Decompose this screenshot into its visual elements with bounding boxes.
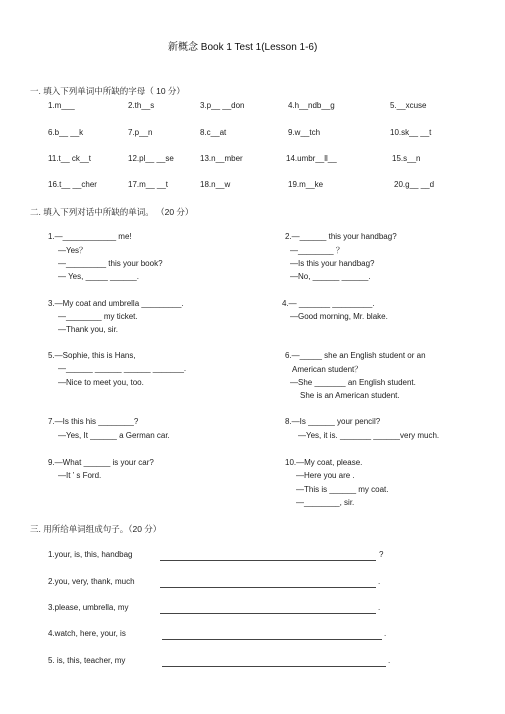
fill-letters-item: 19.m__ke (288, 180, 324, 189)
dialogue-line: 3.—My coat and umbrella _________. (48, 299, 184, 308)
dialogue-line: —Yes, It ______ a German car. (58, 431, 170, 440)
dialogue-line: —_________ this your book? (58, 259, 163, 268)
dialogue-line: —Yes？ (58, 246, 88, 255)
dialogue-line: —________, sir. (296, 498, 355, 507)
dialogue-line: —________ ？ (290, 246, 344, 255)
word-prompt: 2.you, very, thank, much (48, 577, 135, 586)
fill-letters-item: 5.__xcuse (390, 101, 427, 110)
dialogue-line: —Nice to meet you, too. (58, 378, 144, 387)
fill-letters-item: 12.pl__ __se (128, 154, 174, 163)
dialogue-line: 6.—_____ she an English student or an (285, 351, 426, 360)
dialogue-line: —Thank you, sir. (58, 325, 119, 334)
fill-letters-item: 8.c__at (200, 128, 227, 137)
answer-line[interactable] (162, 666, 386, 667)
dialogue-line: 1.—____________ me! (48, 232, 132, 241)
word-prompt: 5. is, this, teacher, my (48, 656, 126, 665)
dialogue-line: —Good morning, Mr. blake. (290, 312, 388, 321)
dialogue-line: 2.—______ this your handbag? (285, 232, 397, 241)
fill-letters-item: 16.t__ __cher (48, 180, 97, 189)
fill-letters-item: 14.umbr__ll__ (286, 154, 337, 163)
dialogue-line: —Here you are . (296, 471, 355, 480)
dialogue-line: —________ my ticket. (58, 312, 138, 321)
word-prompt: 1.your, is, this, handbag (48, 550, 133, 559)
sentence-end-mark: . (378, 603, 381, 612)
dialogue-line: 5.—Sophie, this is Hans, (48, 351, 136, 360)
dialogue-line: — Yes, _____ ______. (58, 272, 139, 281)
section-3-heading: 三. 用所给单词组成句子。（20 分） (30, 524, 162, 534)
dialogue-line: —This is ______ my coat. (296, 485, 389, 494)
section-1-heading: 一. 填入下列单词中所缺的字母（ 10 分） (30, 86, 185, 96)
dialogue-line: American student？ (292, 365, 363, 374)
word-prompt: 4.watch, here, your, is (48, 629, 126, 638)
page-title: 新概念 Book 1 Test 1(Lesson 1-6) (168, 42, 318, 53)
answer-line[interactable] (160, 613, 376, 614)
fill-letters-item: 20.g__ __d (394, 180, 435, 189)
fill-letters-item: 1.m___ (48, 101, 75, 110)
sentence-end-mark: ? (379, 550, 384, 559)
sentence-end-mark: . (384, 629, 387, 638)
fill-letters-item: 4.h__ndb__g (288, 101, 335, 110)
fill-letters-item: 13.n__mber (200, 154, 243, 163)
fill-letters-item: 2.th__s (128, 101, 155, 110)
dialogue-line: 4.— _______ _________. (282, 299, 375, 308)
answer-line[interactable] (162, 639, 382, 640)
dialogue-line: —______ ______ ______ _______. (58, 364, 187, 373)
fill-letters-item: 9.w__tch (288, 128, 321, 137)
dialogue-line: 8.—Is ______ your pencil? (285, 417, 381, 426)
dialogue-line: 9.—What ______ is your car? (48, 458, 154, 467)
answer-line[interactable] (160, 587, 376, 588)
fill-letters-item: 11.t__ ck__t (48, 154, 91, 163)
answer-line[interactable] (160, 560, 376, 561)
fill-letters-item: 7.p__n (128, 128, 153, 137)
fill-letters-item: 3.p__ __don (200, 101, 245, 110)
word-prompt: 3.please, umbrella, my (48, 603, 129, 612)
dialogue-line: —It ’ s Ford. (58, 471, 102, 480)
dialogue-line: —She _______ an English student. (290, 378, 416, 387)
section-2-heading: 二. 填入下列对话中所缺的单词。 （20 分） (30, 207, 194, 217)
fill-letters-item: 18.n__w (200, 180, 231, 189)
dialogue-line: 10.—My coat, please. (285, 458, 363, 467)
fill-letters-item: 17.m__ __t (128, 180, 169, 189)
sentence-end-mark: . (378, 577, 381, 586)
fill-letters-item: 6.b__ __k (48, 128, 84, 137)
dialogue-line: —Yes, it is. _______ ______very much. (298, 431, 440, 440)
sentence-end-mark: . (388, 656, 391, 665)
fill-letters-item: 10.sk__ __t (390, 128, 432, 137)
dialogue-line: She is an American student. (300, 391, 400, 400)
dialogue-line: 7.—Is this his ________? (48, 417, 139, 426)
fill-letters-item: 15.s__n (392, 154, 421, 163)
dialogue-line: —Is this your handbag? (290, 259, 375, 268)
dialogue-line: —No, ______ ______. (290, 272, 371, 281)
